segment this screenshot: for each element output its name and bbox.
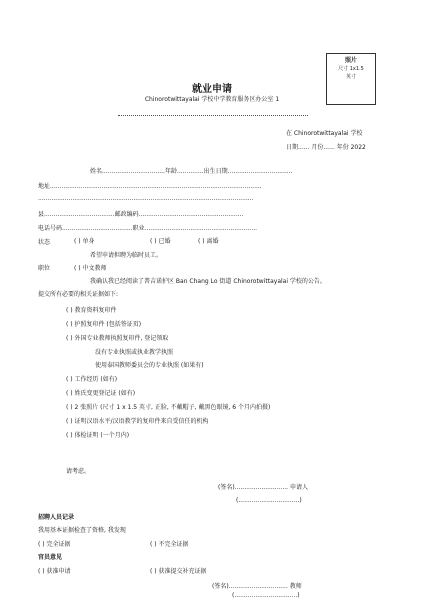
date-line: 日期...... 月份...... 年份 2022 (286, 144, 366, 151)
status-married-checkbox[interactable]: ( ) 已婚 (150, 238, 171, 245)
incomplete-evidence-checkbox[interactable]: ( ) 不完全证据 (150, 541, 189, 548)
teacher-signature-line[interactable]: (签名)............................... 教师 (212, 583, 302, 590)
address-field[interactable]: 地址............................................................................................................... (38, 183, 262, 190)
consider-text: 请考虑。 (66, 468, 91, 475)
doc-item[interactable]: ( ) 体检证明 (一个月内) (66, 432, 130, 439)
photo-title: 照片 (344, 57, 357, 64)
doc-item[interactable]: ( ) 外国专业教师执照复印件, 登记领取 (66, 335, 169, 342)
official-title: 官员意见 (38, 554, 63, 561)
page-subtitle: Chinorotwittayalai 学校中学教育服务区办公室 1 (144, 96, 280, 103)
school-line: 在 Chinorotwittayalai 学校 (286, 130, 363, 137)
applicant-signature-line[interactable]: (签名)............................ 申请人 (218, 484, 308, 491)
doc-subitem: 没有专业执照或执业教学执照 (95, 349, 174, 356)
phone-field[interactable]: 电话号码.....................................职业........................................................... (38, 225, 258, 232)
photo-size: 尺寸 1x1.5 (338, 66, 364, 72)
teacher-name-line[interactable]: (.................................) (232, 592, 300, 599)
status-single-checkbox[interactable]: ( ) 单身 (74, 238, 95, 245)
notice-text-1: 我确认我已经阅读了普吉诺护区 Ban Chang Lo 街道 Chinorotwittayalai 学校的公告。 (90, 278, 326, 285)
header-divider (118, 115, 308, 116)
address-line-2[interactable]: ................................................................................................................. (38, 195, 254, 202)
doc-item[interactable]: ( ) 教育资料复印件 (66, 307, 117, 314)
page-title: 就业申请 (192, 84, 232, 95)
doc-item[interactable]: ( ) 2 张照片 (尺寸 1 x 1.5 英寸, 正脸, 不戴帽子, 戴黑色眼镜, 6 个月内拍摄) (66, 404, 271, 411)
notice-text-2: 提交所有必要的相关证据如下: (38, 291, 119, 298)
name-field[interactable]: 姓名.................................年龄..............出生日期.................................. (90, 168, 293, 175)
approve-checkbox[interactable]: ( ) 获准申请 (38, 568, 71, 575)
applicant-name-line[interactable]: (................................) (236, 497, 302, 504)
status-label: 状态 (38, 239, 51, 246)
doc-item[interactable]: ( ) 工作经历 (如有) (66, 376, 118, 383)
intro-text: 希望申请担聘为临时员工。 (90, 252, 163, 259)
position-teacher-checkbox[interactable]: ( ) 中文教师 (74, 265, 107, 272)
approve-extra-checkbox[interactable]: ( ) 获准提交补充证据 (150, 568, 207, 575)
photo-unit: 英寸 (345, 74, 356, 80)
doc-item[interactable]: ( ) 护照复印件 (包括签证页) (66, 321, 142, 328)
doc-item[interactable]: ( ) 姓氏变更登记证 (如有) (66, 390, 136, 397)
doc-subitem: 使用泰国教师委员会的专业执照 (如果有) (95, 362, 204, 369)
county-field[interactable]: 县.....................................邮政编码....................................................... (38, 211, 244, 218)
recruit-title: 招聘人员记录 (38, 514, 75, 521)
recruit-checked-text: 我用基本证据检查了资格, 我发现 (38, 527, 126, 534)
doc-item[interactable]: ( ) 证明汉语水平/汉语教学的复印件来自受信任的机构 (66, 418, 209, 425)
complete-evidence-checkbox[interactable]: ( ) 完全证据 (38, 541, 71, 548)
position-label: 职位 (38, 265, 51, 272)
status-divorced-checkbox[interactable]: ( ) 离婚 (198, 238, 219, 245)
